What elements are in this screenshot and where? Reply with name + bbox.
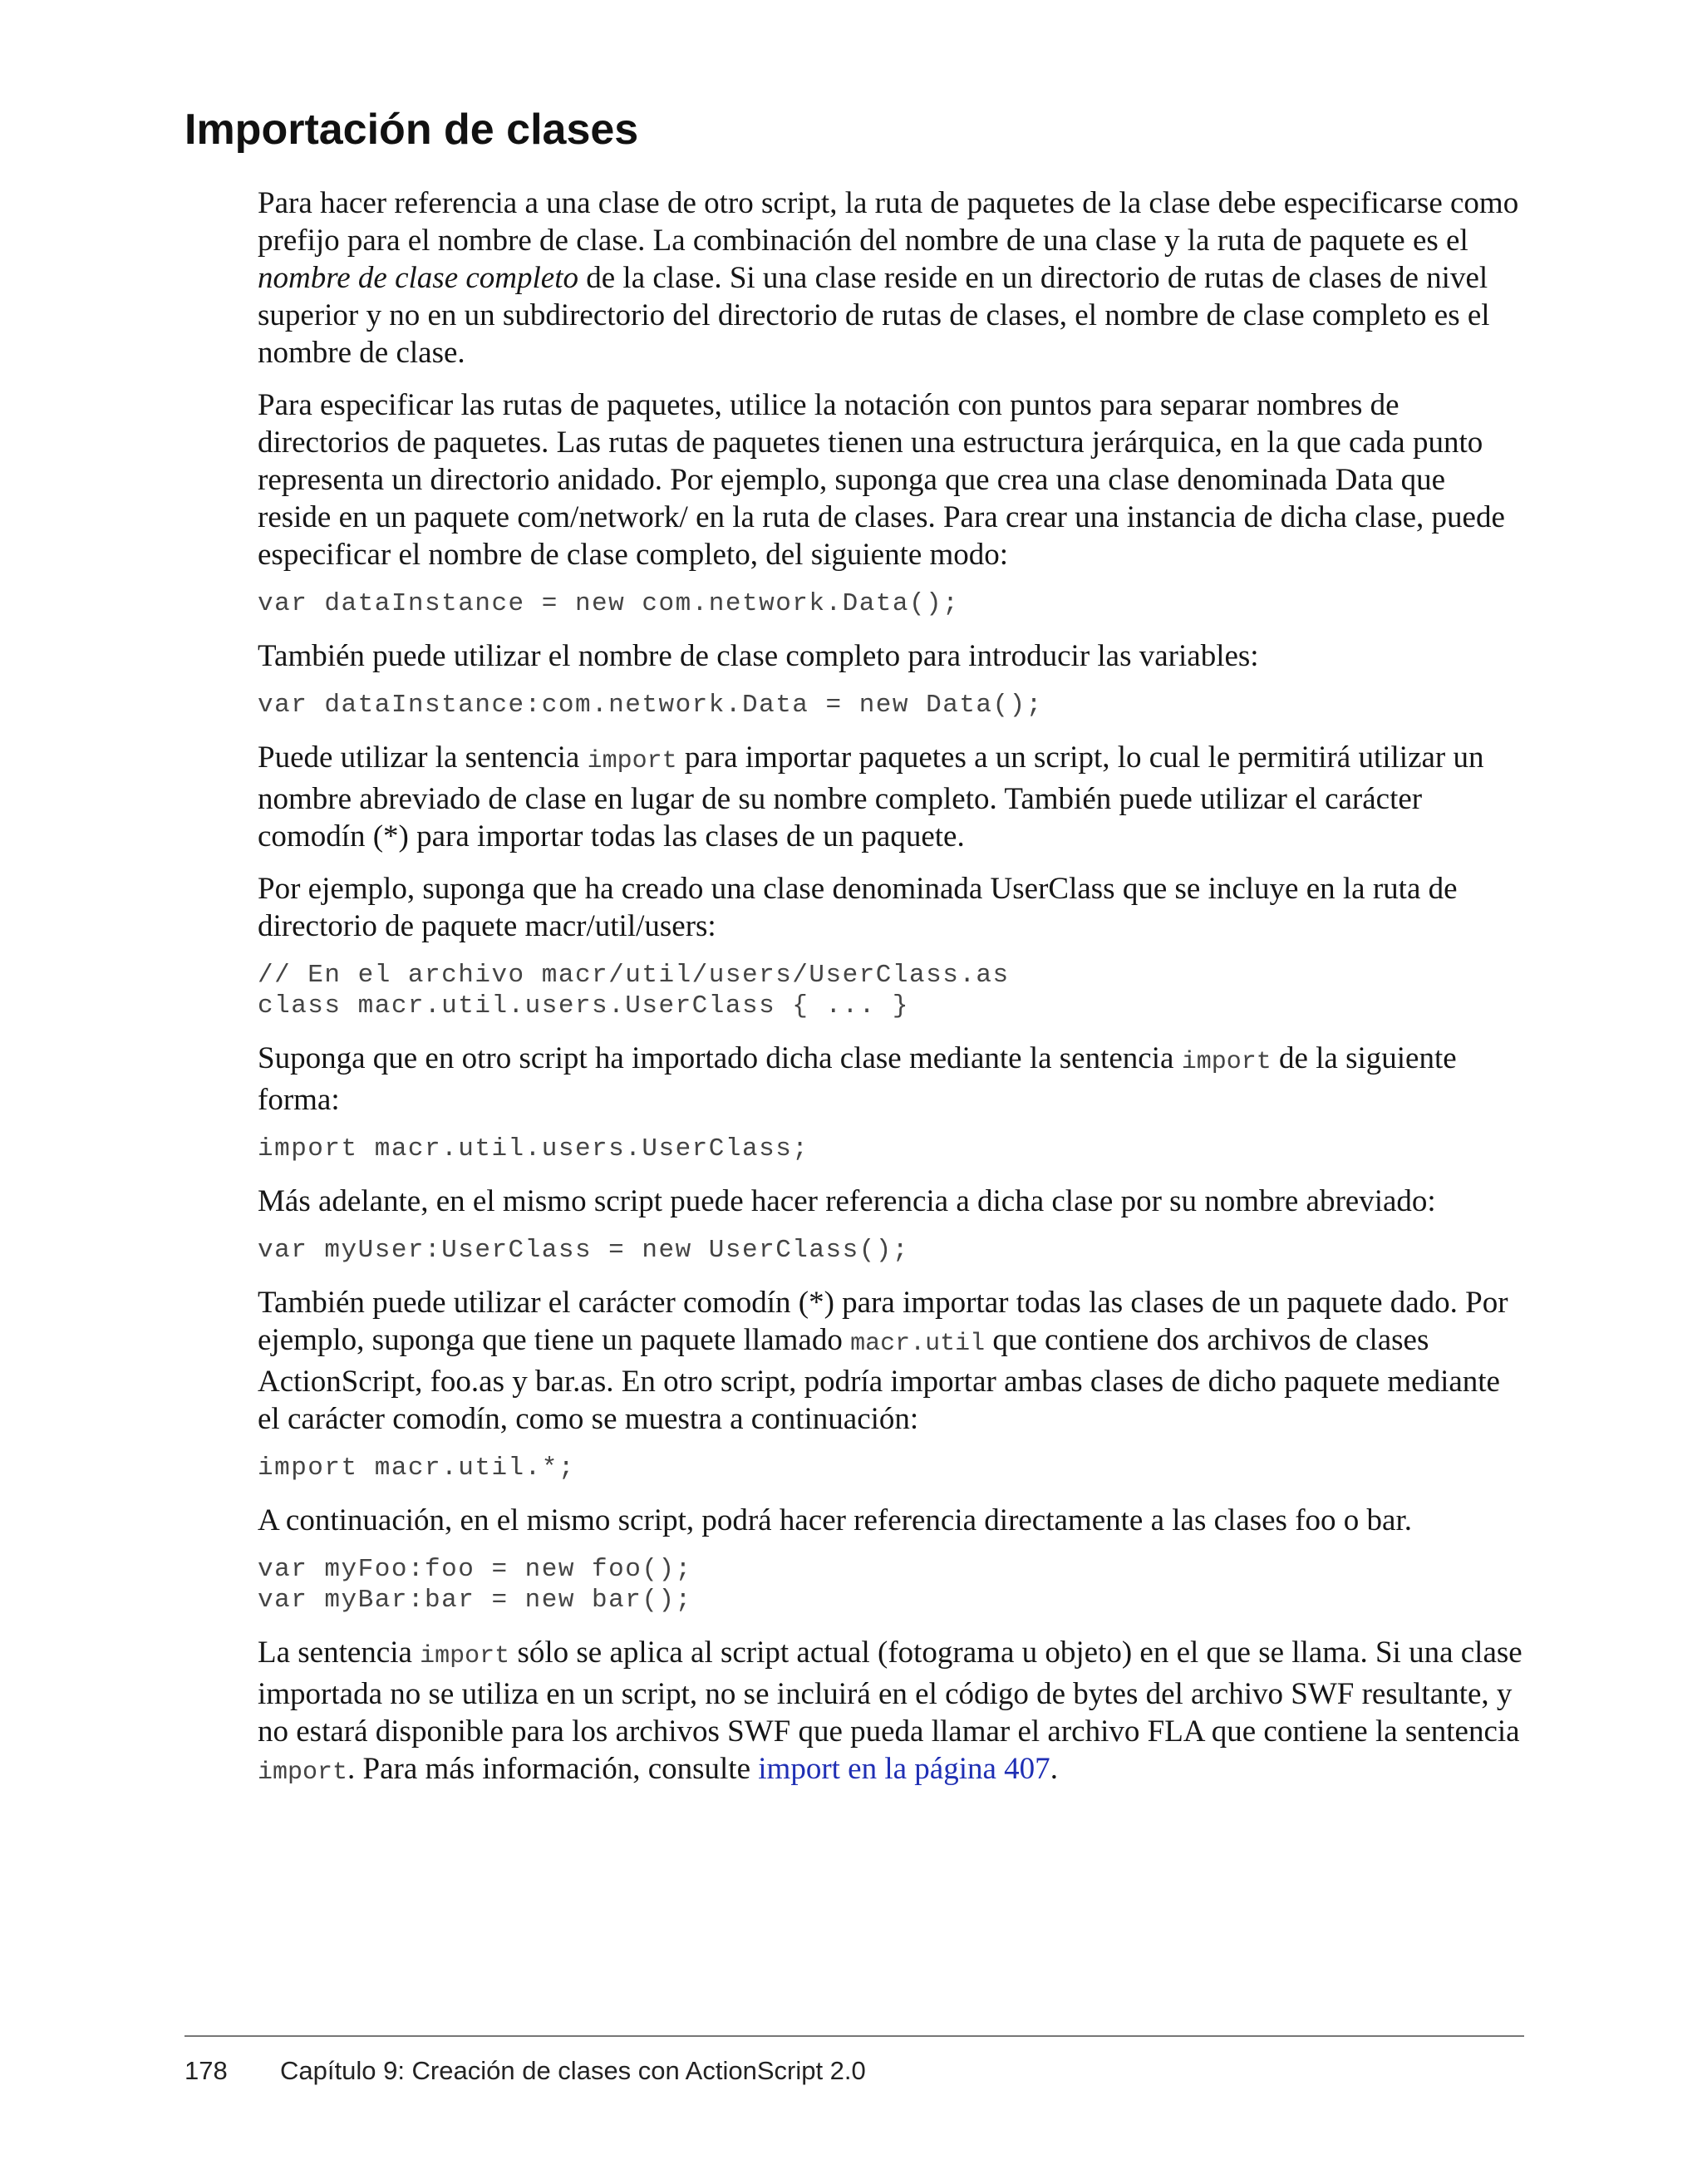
- paragraph-10-text-a: La sentencia: [258, 1636, 421, 1670]
- chapter-title: Capítulo 9: Creación de clases con ActionScript 2.0: [280, 2056, 866, 2085]
- paragraph-8: [258, 1284, 1525, 1438]
- paragraph-5: Por ejemplo, suponga que ha creado una clase denominada UserClass que se incluye en la ruta de directorio de paquete macr/util/users:: [258, 872, 1458, 943]
- paragraph-3: También puede utilizar el nombre de clase completo para introducir las variables:: [258, 639, 1259, 673]
- paragraph-10-text-d: .: [1050, 1752, 1058, 1786]
- code-block-2: var dataInstance:com.network.Data = new Data();: [258, 691, 1043, 720]
- paragraph-10-text-c: . Para más información, consulte: [347, 1752, 759, 1786]
- code-block-6: import macr.util.*;: [258, 1454, 575, 1483]
- inline-code-macr-util: macr.util: [850, 1330, 986, 1358]
- code-block-4: import macr.util.users.UserClass;: [258, 1134, 809, 1163]
- paragraph-10-text-b: sólo se aplica al script actual (fotograma u objeto) en el que se llama. Si una clase importada no se utiliza en un script, no se incluirá en el código de bytes del archivo SWF resultante, y no estará disponible para los archivos SWF que pueda llamar el archivo FLA que contiene la sentencia: [258, 1636, 1522, 1749]
- body-text: [258, 184, 1525, 1807]
- paragraph-10: [258, 1634, 1525, 1792]
- paragraph-4-text-b: para importar paquetes a un script, lo cual le permitirá utilizar un nombre abreviado de clase en lugar de su nombre completo. También puede utilizar el carácter comodín (*) para importar todas las clases de un paquete.: [258, 740, 1484, 853]
- page-footer: [184, 2056, 866, 2086]
- paragraph-4-text-a: Puede utilizar la sentencia: [258, 740, 588, 775]
- paragraph-1-text-b: de la clase. Si una clase reside en un directorio de rutas de clases de nivel superior y no en un subdirectorio del directorio de rutas de clases, el nombre de clase completo es el nombre de clase.: [258, 261, 1490, 370]
- page-number: 178: [184, 2056, 228, 2085]
- cross-reference-link[interactable]: import en la página 407: [758, 1752, 1050, 1786]
- inline-code-import: import: [258, 1759, 348, 1787]
- paragraph-8-text-b: que contiene dos archivos de clases ActionScript, foo.as y bar.as. En otro script, podría importar ambas clases de dicho paquete mediante el carácter comodín, como se muestra a continuación:: [258, 1323, 1500, 1436]
- paragraph-6-text-b: de la siguiente forma:: [258, 1041, 1457, 1117]
- paragraph-1: [258, 184, 1525, 371]
- code-block-5: var myUser:UserClass = new UserClass();: [258, 1236, 910, 1265]
- paragraph-4: [258, 739, 1525, 855]
- paragraph-9: A continuación, en el mismo script, podrá hacer referencia directamente a las clases foo o bar.: [258, 1503, 1412, 1537]
- paragraph-8-text-a: También puede utilizar el carácter comodín (*) para importar todas las clases de un paquete dado. Por ejemplo, suponga que tiene un paquete llamado: [258, 1286, 1508, 1357]
- paragraph-2: Para especificar las rutas de paquetes, utilice la notación con puntos para separar nombres de directorios de paquetes. Las rutas de paquetes tienen una estructura jerárquica, en la que cada punto representa un directorio anidado. Por ejemplo, suponga que crea una clase denominada Data que reside en un paquete com/network/ en la ruta de clases. Para crear una instancia de dicha clase, puede especificar el nombre de clase completo, del siguiente modo:: [258, 388, 1505, 572]
- section-heading: Importación de clases: [184, 106, 639, 154]
- inline-code-import: import: [420, 1642, 510, 1670]
- paragraph-1-emphasis: nombre de clase completo: [258, 261, 578, 295]
- footer-divider: [184, 2035, 1524, 2037]
- code-block-7: var myFoo:foo = new foo(); var myBar:bar = new bar();: [258, 1555, 692, 1615]
- inline-code-import: import: [1181, 1048, 1272, 1076]
- paragraph-6: [258, 1040, 1525, 1119]
- code-block-1: var dataInstance = new com.network.Data();: [258, 589, 960, 618]
- paragraph-7: Más adelante, en el mismo script puede hacer referencia a dicha clase por su nombre abreviado:: [258, 1184, 1436, 1218]
- code-block-3: // En el archivo macr/util/users/UserClass.as class macr.util.users.UserClass { ... }: [258, 961, 1010, 1021]
- inline-code-import: import: [587, 747, 677, 775]
- paragraph-6-text-a: Suponga que en otro script ha importado dicha clase mediante la sentencia: [258, 1041, 1182, 1075]
- paragraph-1-text-a: Para hacer referencia a una clase de otro script, la ruta de paquetes de la clase debe especificarse como prefijo para el nombre de clase. La combinación del nombre de una clase y la ruta de paquete es el: [258, 186, 1519, 258]
